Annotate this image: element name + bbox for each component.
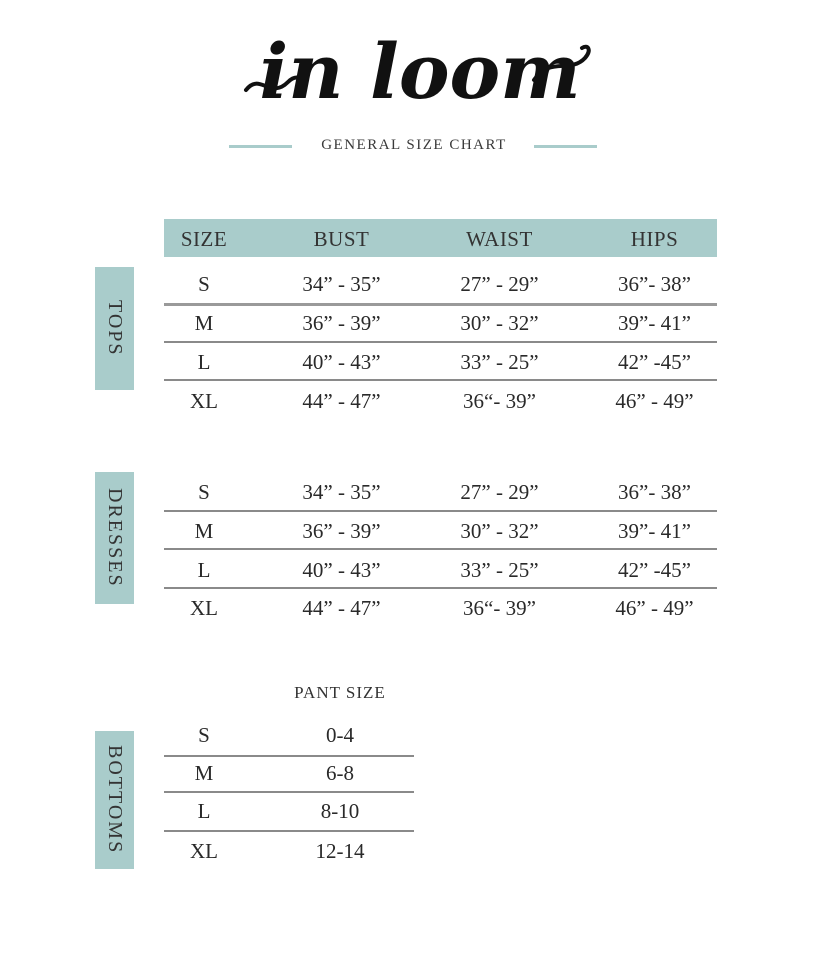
hips-cell: 36”- 38”	[618, 480, 691, 504]
pant-size-cell: 8-10	[320, 799, 360, 823]
hips-cell: 42” -45”	[618, 350, 691, 374]
waist-cell: 30” - 32”	[460, 311, 539, 335]
row-divider	[164, 379, 717, 381]
waist-cell: 36“- 39”	[463, 596, 536, 620]
column-header-size: SIZE	[180, 227, 228, 251]
bust-cell: 34” - 35”	[302, 480, 381, 504]
pant-size-header: PANT SIZE	[294, 683, 386, 702]
hips-cell: 46” - 49”	[615, 596, 694, 620]
column-header-bust: BUST	[313, 227, 370, 251]
hips-cell: 36”- 38”	[618, 272, 691, 296]
pant-size-cell: 6-8	[326, 761, 354, 785]
waist-cell: 27” - 29”	[460, 272, 539, 296]
bust-cell: 40” - 43”	[302, 558, 381, 582]
section-label-bottoms: BOTTOMS	[104, 745, 126, 855]
waist-cell: 36“- 39”	[463, 389, 536, 413]
bust-cell: 40” - 43”	[302, 350, 381, 374]
waist-cell: 33” - 25”	[460, 350, 539, 374]
size-cell: M	[194, 519, 214, 543]
size-cell: XL	[190, 389, 218, 413]
waist-cell: 30” - 32”	[460, 519, 539, 543]
bust-cell: 34” - 35”	[302, 272, 381, 296]
hips-cell: 39”- 41”	[618, 311, 691, 335]
column-header-hips: HIPS	[630, 227, 679, 251]
table-header	[164, 219, 717, 257]
size-cell: M	[194, 761, 214, 785]
hips-cell: 42” -45”	[618, 558, 691, 582]
bust-cell: 44” - 47”	[302, 389, 381, 413]
bust-cell: 44” - 47”	[302, 596, 381, 620]
size-cell: M	[194, 311, 214, 335]
waist-cell: 33” - 25”	[460, 558, 539, 582]
pant-size-cell: 0-4	[326, 723, 354, 747]
section-tab-bottoms	[95, 731, 134, 869]
section-label-dresses: DRESSES	[104, 488, 126, 588]
row-divider	[164, 548, 717, 550]
section-label-tops: TOPS	[104, 300, 126, 357]
size-cell: S	[198, 272, 210, 296]
section-tab-tops	[95, 267, 134, 390]
pant-size-cell: 12-14	[315, 839, 365, 863]
size-cell: XL	[190, 839, 218, 863]
section-tab-dresses	[95, 472, 134, 604]
brand-name: in loom	[259, 27, 581, 113]
column-header-waist: WAIST	[466, 227, 533, 251]
bust-cell: 36” - 39”	[302, 311, 381, 335]
bust-cell: 36” - 39”	[302, 519, 381, 543]
subtitle-rule-right	[534, 145, 597, 148]
waist-cell: 27” - 29”	[460, 480, 539, 504]
brand-logo	[240, 8, 600, 113]
size-cell: XL	[190, 596, 218, 620]
size-cell: S	[198, 480, 210, 504]
size-cell: L	[197, 558, 211, 582]
size-cell: S	[198, 723, 210, 747]
page-title: GENERAL SIZE CHART	[321, 137, 507, 153]
size-cell: L	[197, 350, 211, 374]
hips-cell: 46” - 49”	[615, 389, 694, 413]
hips-cell: 39”- 41”	[618, 519, 691, 543]
size-cell: L	[197, 799, 211, 823]
